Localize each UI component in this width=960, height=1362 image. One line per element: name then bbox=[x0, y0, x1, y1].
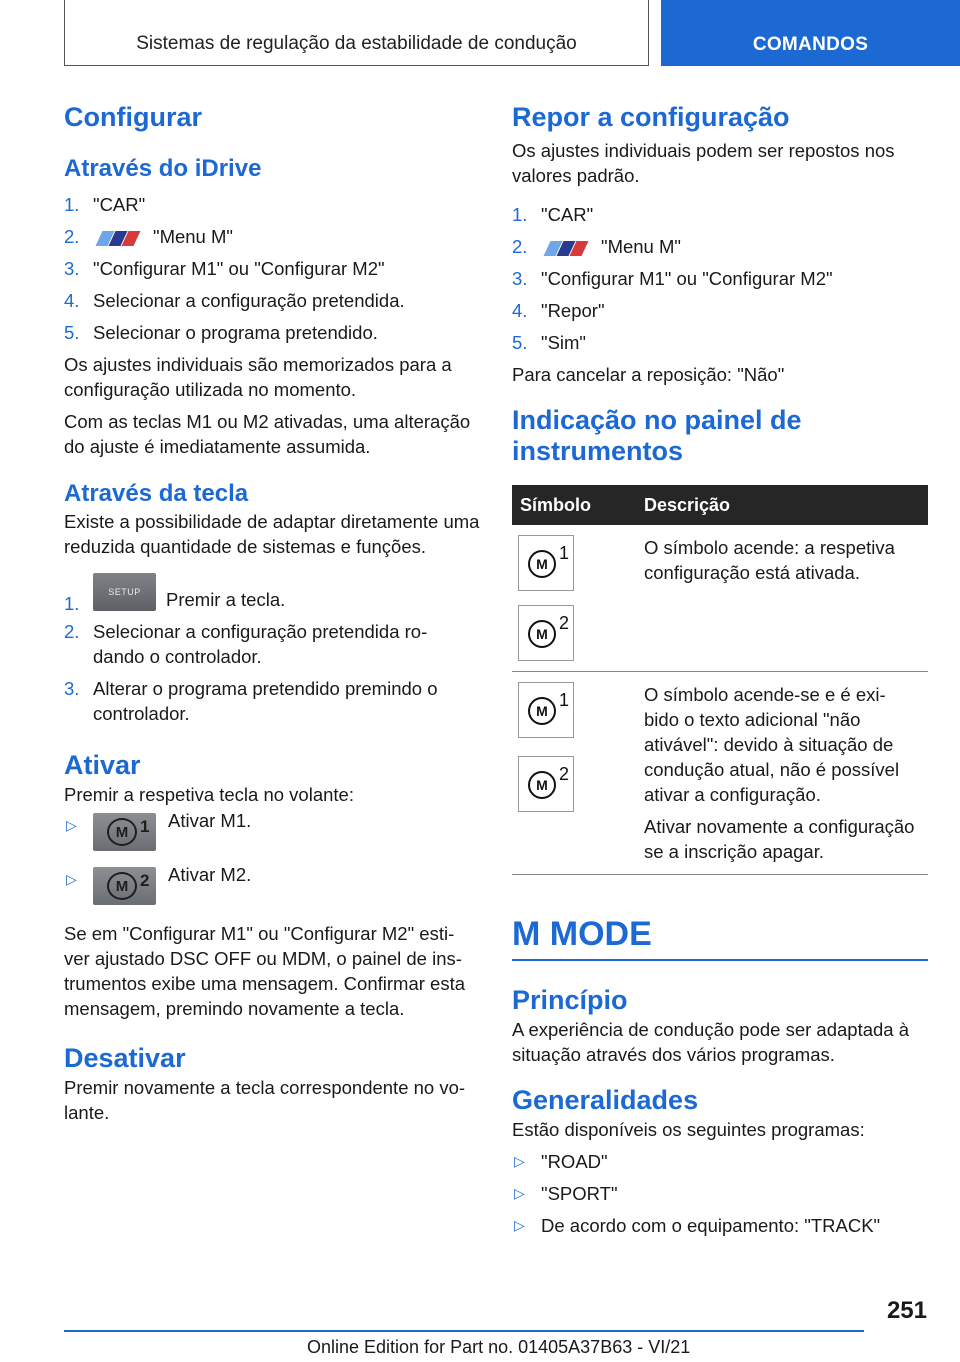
ativar-heading: Ativar bbox=[64, 750, 141, 780]
tecla-paragraph: Existe a possibilidade de adaptar diretamente uma reduzida quantidade de sistemas e funções. bbox=[64, 511, 480, 557]
header-section-box bbox=[64, 0, 649, 66]
footer-rule bbox=[64, 1330, 864, 1332]
m-stripes-icon bbox=[541, 241, 589, 256]
list-item: 2. Selecionar a configuração pretendida ro- dando o controlador. bbox=[64, 621, 428, 667]
m1-button-icon: M 1 bbox=[93, 813, 156, 851]
tecla-heading: Através da tecla bbox=[64, 480, 249, 507]
setup-button-icon: SETUP bbox=[93, 573, 156, 611]
mmode-rule bbox=[512, 959, 928, 961]
list-item: ▷ M 1 Ativar M1. bbox=[64, 813, 480, 851]
list-item: 5. "Sim" bbox=[512, 332, 586, 353]
footer-edition: Online Edition for Part no. 01405A37B63 - VI/21 bbox=[307, 1337, 691, 1357]
symbol-desc-2a: O símbolo acende-se e é exi- bido o texto adicional "não ativável": devido à situação de condução atual, não é possível ativar a configuração. bbox=[644, 684, 900, 805]
list-item: 4. Selecionar a configuração pretendida. bbox=[64, 290, 405, 311]
configurar-heading: Configurar bbox=[64, 102, 202, 132]
symbol-table bbox=[512, 485, 928, 875]
m2-button-icon: M 2 bbox=[93, 867, 156, 905]
principio-paragraph: A experiência de condução pode ser adaptada à situação através dos vários programas. bbox=[512, 1019, 910, 1065]
right-column bbox=[512, 100, 928, 1238]
symbol-desc-1: O símbolo acende: a respetiva configuração está ativada. bbox=[634, 525, 928, 672]
idrive-steps bbox=[64, 192, 480, 345]
header-tab-label: COMANDOS bbox=[752, 34, 869, 55]
generalidades-heading: Generalidades bbox=[512, 1085, 699, 1115]
list-item: ▷ "ROAD" bbox=[514, 1151, 608, 1172]
indicacao-heading: Indicação no painel de instrumentos bbox=[512, 405, 802, 466]
desativar-heading: Desativar bbox=[64, 1043, 186, 1073]
list-item: ▷ De acordo com o equipamento: "TRACK" bbox=[514, 1215, 881, 1236]
configurar-paragraph-1: Os ajustes individuais são memorizados para a configuração utilizada no momento. bbox=[64, 354, 452, 400]
col-symbol-header: Símbolo bbox=[512, 485, 634, 525]
m2-symbol-icon: M 2 bbox=[518, 605, 574, 661]
m2-symbol-icon: M 2 bbox=[518, 756, 574, 812]
ativar-paragraph: Premir a respetiva tecla no volante: bbox=[64, 784, 354, 805]
list-item: 1. "CAR" bbox=[64, 194, 146, 215]
list-item: 1. SETUP Premir a tecla. bbox=[64, 573, 480, 611]
repor-heading: Repor a configuração bbox=[512, 102, 790, 132]
configurar-paragraph-2: Com as teclas M1 ou M2 ativadas, uma alteração do ajuste é imediatamente assumida. bbox=[64, 411, 471, 457]
ativar-list bbox=[64, 809, 480, 905]
list-item: ▷ "SPORT" bbox=[514, 1183, 618, 1204]
header-section-title: Sistemas de regulação da estabilidade de condução bbox=[136, 33, 577, 54]
list-item: 1. "CAR" bbox=[512, 204, 594, 225]
desativar-paragraph: Premir novamente a tecla correspondente no vo- lante. bbox=[64, 1077, 466, 1123]
repor-steps bbox=[512, 202, 928, 355]
table-row bbox=[512, 525, 928, 672]
generalidades-paragraph: Estão disponíveis os seguintes programas: bbox=[512, 1119, 865, 1140]
left-column bbox=[64, 100, 480, 1125]
list-item: 4. "Repor" bbox=[512, 300, 605, 321]
symbol-desc-2b: Ativar novamente a configuração se a inscrição apagar. bbox=[644, 816, 915, 862]
col-desc-header: Descrição bbox=[634, 485, 928, 525]
principio-heading: Princípio bbox=[512, 985, 628, 1015]
list-item: 5. Selecionar o programa pretendido. bbox=[64, 322, 378, 343]
header-tab[interactable] bbox=[661, 0, 960, 66]
list-item: 3. "Configurar M1" ou "Configurar M2" bbox=[64, 258, 385, 279]
repor-cancel: Para cancelar a reposição: "Não" bbox=[512, 364, 785, 385]
m1-symbol-icon: M 1 bbox=[518, 535, 574, 591]
programs-list bbox=[512, 1149, 928, 1238]
list-item: 2. "Menu M" bbox=[512, 236, 681, 257]
page-number: 251 bbox=[886, 1297, 927, 1324]
idrive-heading: Através do iDrive bbox=[64, 155, 262, 182]
mmode-heading: M MODE bbox=[512, 915, 652, 953]
tecla-steps bbox=[64, 573, 480, 726]
m-stripes-icon bbox=[93, 231, 141, 246]
list-item: 2. "Menu M" bbox=[64, 226, 233, 247]
list-item: ▷ M 2 Ativar M2. bbox=[64, 867, 480, 905]
ativar-paragraph-2: Se em "Configurar M1" ou "Configurar M2" esti- ver ajustado DSC OFF ou MDM, o painel de ins- trumentos exibe uma mensagem. Confirmar esta mensagem, premindo novamente a tecla. bbox=[64, 923, 466, 1019]
list-item: 3. Alterar o programa pretendido premindo o controlador. bbox=[64, 678, 438, 724]
list-item: 3. "Configurar M1" ou "Configurar M2" bbox=[512, 268, 833, 289]
repor-paragraph: Os ajustes individuais podem ser repostos nos valores padrão. bbox=[512, 140, 895, 186]
m1-symbol-icon: M 1 bbox=[518, 682, 574, 738]
mmode-section bbox=[512, 913, 928, 961]
table-row bbox=[512, 672, 928, 875]
